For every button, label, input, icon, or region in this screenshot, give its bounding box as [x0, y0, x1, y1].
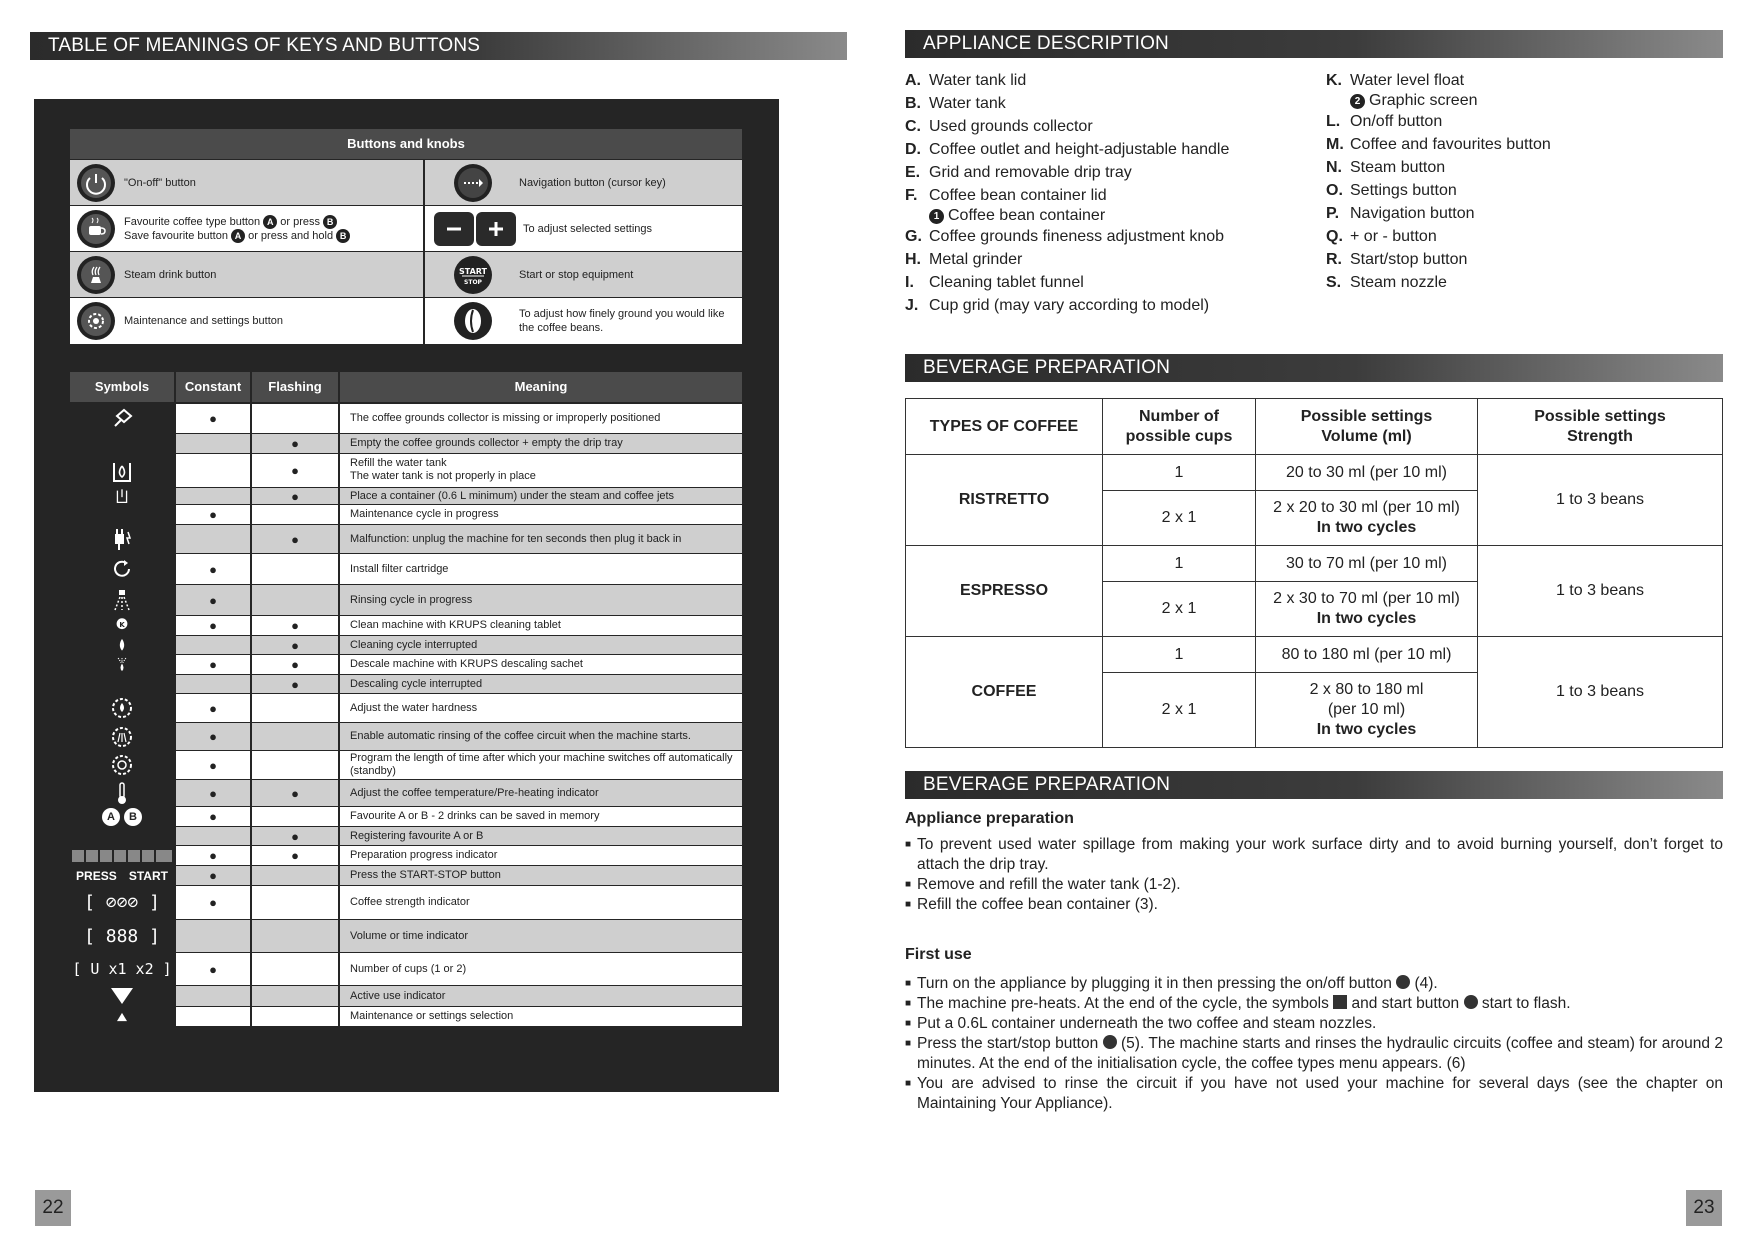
drop-icon [109, 636, 135, 655]
appliance-preparation [905, 809, 1723, 915]
list-item: H. Metal grinder [905, 251, 1023, 268]
power-icon [76, 163, 116, 203]
section-header-beverage-2: BEVERAGE PREPARATION [905, 771, 1723, 799]
button-row: Maintenance and settings button To adjust how finely ground you would like the coffee beans. [70, 298, 742, 345]
list-item: N. Steam button [1326, 159, 1446, 176]
start-stop-icon [453, 255, 493, 295]
plug-icon [109, 526, 135, 552]
list-item: L. On/off button [1326, 113, 1443, 130]
button-row: Favourite coffee type button A or press B Save favourite button A or press and hold B To adjust selected settings [70, 206, 742, 252]
beverage-table [905, 398, 1723, 748]
list-item: O. Settings button [1326, 182, 1457, 199]
list-item: ■ Put a 0.6L container underneath the two coffee and steam nozzles. [905, 1015, 1377, 1032]
start-label: START [128, 868, 168, 883]
buttons-grid [70, 160, 742, 345]
list-item: ■ Refill the coffee bean container (3). [905, 896, 1158, 913]
table-row: A B ● Favourite A or B - 2 drinks can be saved in memory [70, 807, 742, 827]
water-tank-icon [109, 458, 135, 484]
list-item: B. Water tank [905, 95, 1006, 112]
start-stop-button-icon [1103, 1035, 1117, 1049]
table-row: RISTRETTO 1 20 to 30 ml (per 10 ml) 1 to 3 beans [906, 455, 1723, 491]
list-item: M. Coffee and favourites button [1326, 136, 1551, 153]
section-header-beverage: BEVERAGE PREPARATION [905, 354, 1723, 382]
table-row: ● ● Adjust the coffee temperature/Pre-heating indicator [70, 780, 742, 807]
list-item: G. Coffee grounds fineness adjustment knob [905, 228, 1225, 245]
auto-rinse-gear-icon [109, 724, 135, 750]
table-row: ● ● Preparation progress indicator [70, 846, 742, 866]
table-row: ● Install filter cartridge [70, 554, 742, 585]
table-row: [ U x1 x2 ] ● Number of cups (1 or 2) [70, 953, 742, 986]
list-item: P. Navigation button [1326, 205, 1475, 222]
list-item: ■ You are advised to rinse the circuit if you have not used your machine for several days (see the chapter on Maintaining Your Appliance). [905, 1075, 1723, 1112]
table-row: [ ⊘⊘⊘ ] ● Coffee strength indicator [70, 886, 742, 920]
onoff-button-icon [1396, 975, 1410, 989]
buttons-title: Buttons and knobs [70, 129, 742, 159]
list-item: J. Cup grid (may vary according to model) [905, 297, 1210, 314]
list-item: K. Water level float [1326, 72, 1465, 89]
descaling-icon [109, 655, 135, 675]
favourite-b-icon: B [323, 215, 337, 229]
list-item: I. Cleaning tablet funnel [905, 274, 1084, 291]
svg-text:STOP: STOP [464, 278, 482, 286]
volume-indicator: [ 888 ] [70, 920, 174, 952]
container-symbol-icon [1333, 995, 1347, 1009]
list-subitem: 1 Coffee bean container [905, 207, 1305, 225]
list-item: F. Coffee bean container lid [905, 187, 1107, 204]
page-number: 23 [1686, 1190, 1722, 1226]
list-item: E. Grid and removable drip tray [905, 164, 1132, 181]
table-row: ● Registering favourite A or B [70, 827, 742, 846]
appliance-list-left [905, 69, 1305, 317]
table-row: ● Refill the water tank The water tank is not properly in place [70, 454, 742, 488]
grounds-collector-icon [109, 406, 135, 432]
table-header-row: TYPES OF COFFEE Number of possible cups Possible settings Volume (ml) Possible settings Strength [906, 399, 1723, 455]
rinsing-icon [109, 587, 135, 613]
table-row: 2 x 1 2 x 80 to 180 ml (per 10 ml) In two cycles [906, 673, 1723, 748]
list-item: ■ Remove and refill the water tank (1-2). [905, 876, 1181, 893]
section-header-appliance: APPLIANCE DESCRIPTION [905, 30, 1723, 58]
table-row: [ 888 ] Volume or time indicator [70, 920, 742, 953]
table-row: ● Descaling cycle interrupted [70, 675, 742, 694]
list-item: ■ Press the start/stop button (5). The machine starts and rinses the hydraulic circuits (coffee and steam) for around 2 minutes. At the end of the initialisation cycle, the coffee types menu appears. (6) [905, 1035, 1724, 1072]
section-title: First use [905, 946, 972, 963]
standby-gear-icon [109, 752, 135, 778]
table-row: PRESS START ● Press the START-STOP button [70, 866, 742, 886]
coffee-bean-icon [453, 301, 493, 341]
table-row: ● ● Descale machine with KRUPS descaling sachet [70, 655, 742, 675]
table-row: ● Cleaning cycle interrupted [70, 636, 742, 655]
table-row: COFFEE 1 80 to 180 ml (per 10 ml) 1 to 3 beans [906, 637, 1723, 673]
progress-bar-icon [72, 850, 172, 862]
table-row: ● Enable automatic rinsing of the coffee circuit when the machine starts. [70, 723, 742, 751]
list-item: ■ To prevent used water spillage from making your work surface dirty and to avoid burning yourself, don’t forget to attach the drip tray. [905, 836, 1723, 873]
strength-indicator: [ ⊘⊘⊘ ] [70, 886, 174, 919]
symbols-table [70, 404, 742, 1027]
triangle-down-icon [109, 986, 135, 1006]
list-item: C. Used grounds collector [905, 118, 1093, 135]
table-row: ● Program the length of time after which your machine switches off automatically (standby) [70, 751, 742, 780]
section-header-keys: TABLE OF MEANINGS OF KEYS AND BUTTONS [30, 32, 847, 60]
table-row: ● Maintenance cycle in progress [70, 505, 742, 525]
thermometer-icon [109, 780, 135, 806]
button-row: "On-off" button Navigation button (cursor key) [70, 160, 742, 206]
list-subitem: 2 Graphic screen [1326, 92, 1726, 110]
page-number: 22 [35, 1190, 71, 1226]
table-row: ● The coffee grounds collector is missing or improperly positioned [70, 404, 742, 434]
list-item: ■ The machine pre-heats. At the end of the cycle, the symbols and start button start to flash. [905, 995, 1571, 1012]
cups-indicator: [ U x1 x2 ] [70, 953, 174, 985]
steam-icon [76, 255, 116, 295]
svg-text:K: K [119, 620, 125, 629]
list-item: S. Steam nozzle [1326, 274, 1447, 291]
cleaning-tablet-icon [109, 616, 135, 636]
list-item: Q. + or - button [1326, 228, 1437, 245]
container-icon [109, 488, 135, 505]
list-item: A. Water tank lid [905, 72, 1027, 89]
settings-gear-icon [76, 301, 116, 341]
filter-cartridge-icon [109, 556, 135, 582]
favourite-a-icon: A [263, 215, 277, 229]
favourite-a-icon: A [231, 229, 245, 243]
table-row: ● Empty the coffee grounds collector + empty the drip tray [70, 434, 742, 454]
favourite-ab-icon: A B [102, 808, 142, 826]
table-row: ● Malfunction: unplug the machine for ten seconds then plug it back in [70, 525, 742, 554]
water-hardness-gear-icon [109, 695, 135, 721]
list-item: D. Coffee outlet and height-adjustable handle [905, 141, 1230, 158]
start-button-icon [1464, 995, 1478, 1009]
table-row: ● Place a container (0.6 L minimum) under the steam and coffee jets [70, 488, 742, 505]
list-item: R. Start/stop button [1326, 251, 1468, 268]
appliance-list-right [1326, 69, 1726, 294]
coffee-cup-icon [76, 209, 116, 249]
table-row: ● Rinsing cycle in progress [70, 585, 742, 616]
symbols-header: Symbols Constant Flashing Meaning [70, 372, 742, 402]
table-row: ESPRESSO 1 30 to 70 ml (per 10 ml) 1 to 3 beans [906, 546, 1723, 582]
minus-plus-icon [433, 209, 517, 249]
press-label: PRESS [76, 868, 117, 883]
table-row: Maintenance or settings selection [70, 1007, 742, 1027]
favourite-b-icon: B [336, 229, 350, 243]
table-row: Active use indicator [70, 986, 742, 1007]
table-row: 2 x 1 2 x 30 to 70 ml (per 10 ml) In two cycles [906, 582, 1723, 637]
keys-panel [34, 99, 779, 1092]
list-item: ■ Turn on the appliance by plugging it in then pressing the on/off button (4). [905, 975, 1438, 992]
navigation-icon [453, 163, 493, 203]
first-use [905, 945, 1723, 1114]
button-row: Steam drink button START STOP Start or stop equipment [70, 252, 742, 298]
table-row: 2 x 1 2 x 20 to 30 ml (per 10 ml) In two cycles [906, 491, 1723, 546]
section-title: Appliance preparation [905, 810, 1074, 827]
table-row: K ● ● Clean machine with KRUPS cleaning tablet [70, 616, 742, 636]
svg-text:START: START [458, 266, 488, 276]
table-row: ● Adjust the water hardness [70, 694, 742, 723]
triangle-up-icon [116, 1012, 128, 1022]
